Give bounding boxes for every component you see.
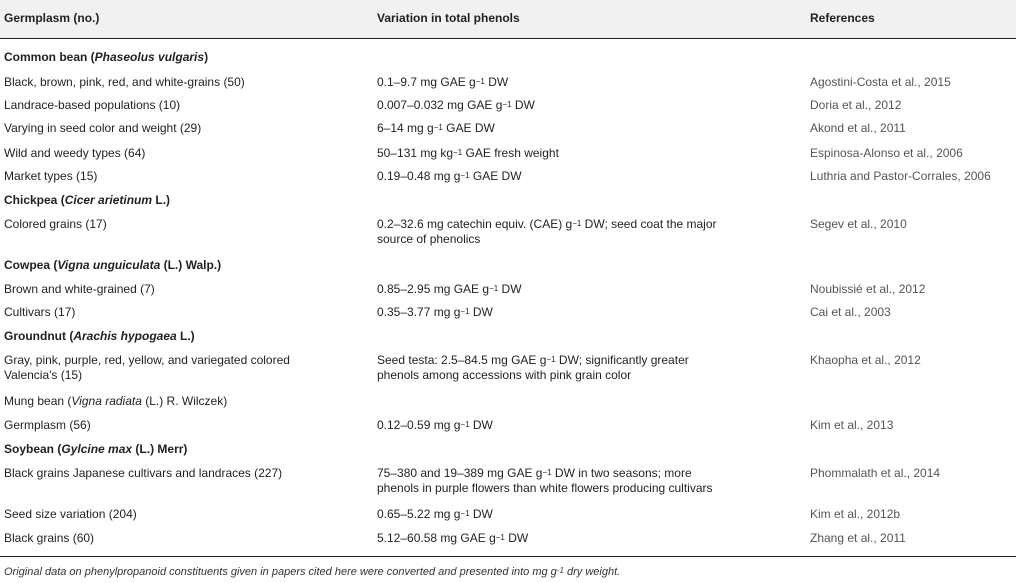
group-chickpea: Chickpea (Cicer arietinum L.) xyxy=(4,193,171,207)
table-row: Germplasm (56) 0.12–0.59 mg $g^{-1}$ DW Kim et al., 2013 xyxy=(4,418,894,432)
header-row xyxy=(0,11,1016,29)
table-footnote: Original data on phenylpropanoid constituents given in papers cited here were converted and presented into mg $g^{-1}$ dry weight. xyxy=(4,565,621,578)
table-row: Landrace-based populations (10) 0.007–0.032 mg GAE $g^{-1}$ DW Doria et al., 2012 xyxy=(4,98,902,112)
table-row: Seed size variation (204) 0.65–5.22 mg $g^{-1}$ DW Kim et al., 2012b xyxy=(4,507,901,521)
table-row: Black, brown, pink, red, and white-grains (50) 0.1–9.7 mg GAE $g^{-1}$ DW Agostini-Costa et al., 2015 xyxy=(4,75,951,89)
species-name: Cicer arietinum xyxy=(64,193,153,207)
species-name: Gylcine max xyxy=(61,442,133,456)
species-name: Arachis hypogaea xyxy=(73,329,177,343)
table-row: Brown and white-grained (7) 0.85–2.95 mg GAE $g^{-1}$ DW Noubissié et al., 2012 xyxy=(4,282,926,296)
group-mung-bean: Mung bean (Vigna radiata (L.) R. Wilczek) xyxy=(4,394,228,408)
table-row: Black grains Japanese cultivars and landraces (227) 75–380 and 19–389 mg GAE $g^{-1}$ DW in two seasons; more phenols in purple flowers than white flowers producing cultivars Phommalath et al., 2014 xyxy=(4,466,941,495)
table-row: Black grains (60) 5.12–60.58 mg GAE $g^{-1}$ DW Zhang et al., 2011 xyxy=(4,531,906,545)
header-germplasm: Germplasm (no.) xyxy=(4,11,100,25)
group-groundnut: Groundnut (Arachis hypogaea L.) xyxy=(4,329,195,343)
table-row: Varying in seed color and weight (29) 6–14 mg $g^{-1}$ GAE DW Akond et al., 2011 xyxy=(4,121,906,135)
table-row: Market types (15) 0.19–0.48 mg $g^{-1}$ GAE DW Luthria and Pastor-Corrales, 2006 xyxy=(4,169,991,183)
group-soybean: Soybean (Gylcine max (L.) Merr) xyxy=(4,442,188,456)
header-rule xyxy=(0,38,1016,39)
table-row: Cultivars (17) 0.35–3.77 mg $g^{-1}$ DW Cai et al., 2003 xyxy=(4,305,891,319)
bottom-rule xyxy=(0,556,1016,557)
species-name: Vigna radiata xyxy=(71,394,142,408)
species-name: Vigna unguiculata xyxy=(57,258,161,272)
table-row: Gray, pink, purple, red, yellow, and variegated colored Valencia's (15) Seed testa: 2.5–84.5 mg GAE $g^{-1}$ DW; significantly greater phenols among accessions with pink grain color Khaopha et al., 2012 xyxy=(4,353,921,382)
header-variation: Variation in total phenols xyxy=(377,11,520,25)
table-row: Colored grains (17) 0.2–32.6 mg catechin equiv. (CAE) $g^{-1}$ DW; seed coat the major source of phenolics Segev et al., 2010 xyxy=(4,217,907,246)
table-row: Wild and weedy types (64) 50–131 mg $kg^{-1}$ GAE fresh weight Espinosa-Alonso et al., 2006 xyxy=(4,146,963,160)
group-common-bean: Common bean (Phaseolus vulgaris) xyxy=(4,50,209,64)
header-references: References xyxy=(810,11,875,25)
group-cowpea: Cowpea (Vigna unguiculata (L.) Walp.) xyxy=(4,258,222,272)
species-name: Phaseolus vulgaris xyxy=(94,50,205,64)
